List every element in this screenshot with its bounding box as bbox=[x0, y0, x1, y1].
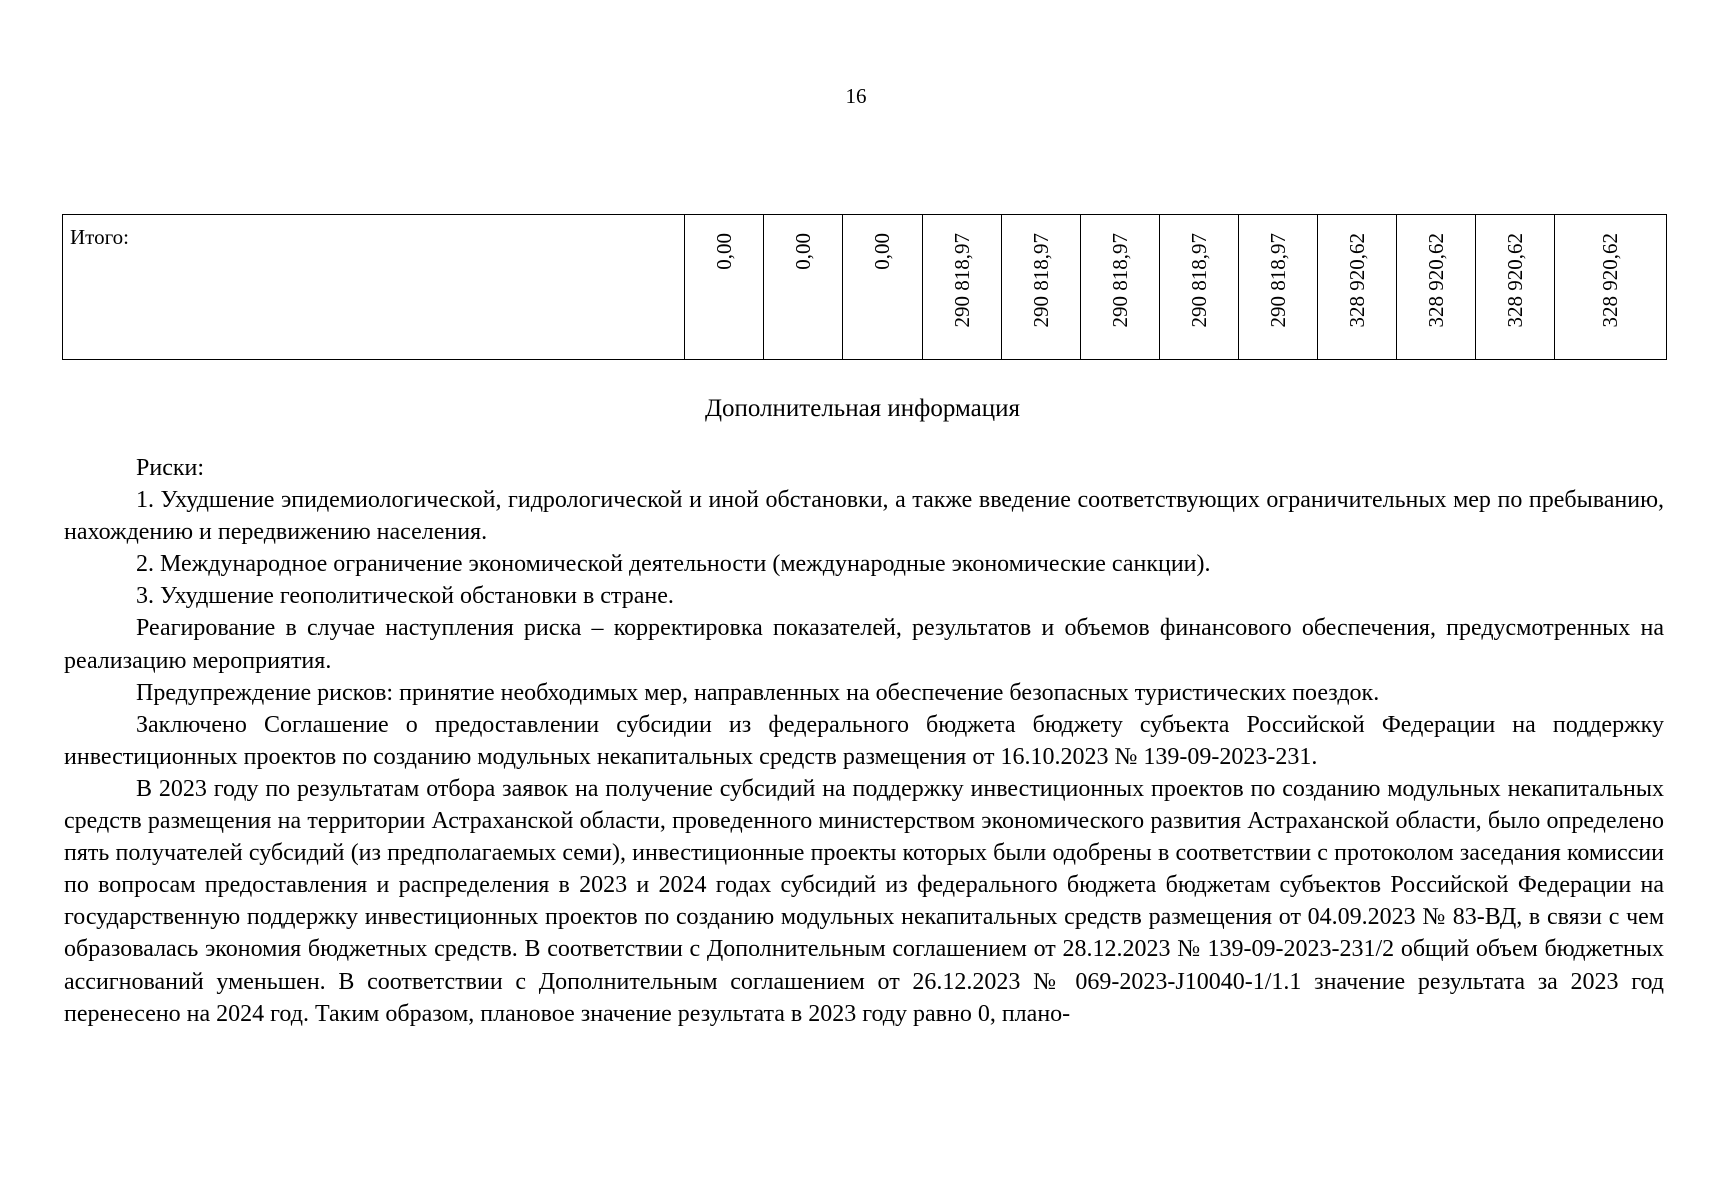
totals-cell-4 bbox=[922, 215, 1001, 360]
risks-heading: Риски: bbox=[136, 455, 205, 481]
totals-value-10: 328 920,62 bbox=[1423, 233, 1448, 328]
totals-cell-5 bbox=[1001, 215, 1080, 360]
agreement-paragraph: Заключено Соглашение о предоставлении субсидии из федерального бюджета бюджету субъекта Российской Федерации на поддержку инвестиционных проектов по созданию модульных некапитальных средств размещения от 16.10.2023 № 139-09-2023-231. bbox=[64, 711, 1664, 770]
totals-value-5: 290 818,97 bbox=[1028, 233, 1053, 328]
totals-value-8: 290 818,97 bbox=[1265, 233, 1290, 328]
section-title: Дополнительная информация bbox=[704, 395, 1021, 422]
totals-label: Итого: bbox=[63, 215, 685, 360]
totals-cell-8 bbox=[1238, 215, 1317, 360]
totals-value-11: 328 920,62 bbox=[1502, 233, 1527, 328]
totals-cell-9 bbox=[1317, 215, 1396, 360]
risk-item-3: 3. Ухудшение геополитической обстановки в стране. bbox=[136, 583, 674, 610]
risk-response-paragraph: Реагирование в случае наступления риска – корректировка показателей, результатов и объемов финансового обеспечения, предусмотренных на реализацию мероприятия. bbox=[64, 615, 1664, 674]
totals-cell-2 bbox=[764, 215, 843, 360]
totals-cell-1 bbox=[685, 215, 764, 360]
totals-value-12: 328 920,62 bbox=[1598, 233, 1623, 328]
totals-cell-6 bbox=[1080, 215, 1159, 360]
totals-cell-3 bbox=[843, 215, 922, 360]
totals-cell-7 bbox=[1159, 215, 1238, 360]
totals-value-3: 0,00 bbox=[870, 233, 895, 270]
risk-item-1: 1. Ухудшение эпидемиологической, гидрологической и иной обстановки, а также введение соответствующих ограничительных мер по пребыванию, нахождению и передвижению населения. bbox=[64, 487, 1664, 546]
totals-cell-10 bbox=[1396, 215, 1475, 360]
totals-cell-11 bbox=[1475, 215, 1554, 360]
risk-item-2: 2. Международное ограничение экономической деятельности (международные экономические санкции). bbox=[136, 551, 1211, 578]
additional-info-body bbox=[64, 452, 1664, 1030]
page-number: 16 bbox=[845, 84, 867, 108]
totals-value-6: 290 818,97 bbox=[1107, 233, 1132, 328]
totals-value-4: 290 818,97 bbox=[949, 233, 974, 328]
selection-results-paragraph: В 2023 году по результатам отбора заявок на получение субсидий на поддержку инвестиционных проектов по созданию модульных некапитальных средств размещения на территории Астраханской области, проведенного министерством экономического развития Астраханской области, было определено пять получателей субсидий (из предполагаемых семи), инвестиционные проекты которых были одобрены в соответствии с протоколом заседания комиссии по вопросам предоставления и распределения в 2023 и 2024 годах субсидий из федерального бюджета бюджетам субъектов Российской Федерации на государственную поддержку инвестиционных проектов по созданию модульных некапитальных средств размещения от 04.09.2023 № 83-ВД, в связи с чем образовалась экономия бюджетных средств. В соответствии с Дополнительным соглашением от 28.12.2023 № 139-09-2023-231/2 общий объем бюджетных ассигнований уменьшен. В соответствии с Дополнительным соглашением от 26.12.2023 № 069-2023-J10040-1/1.1 значение результата за 2023 год перенесено на 2024 год. Таким образом, плановое значение результата в 2023 году равно 0, плано- bbox=[64, 775, 1664, 1027]
risk-prevention-paragraph: Предупреждение рисков: принятие необходимых мер, направленных на обеспечение безопасных туристических поездок. bbox=[136, 679, 1380, 706]
totals-value-1: 0,00 bbox=[712, 233, 737, 270]
totals-cell-12 bbox=[1554, 215, 1666, 360]
totals-value-2: 0,00 bbox=[791, 233, 816, 270]
totals-value-7: 290 818,97 bbox=[1186, 233, 1211, 328]
totals-table bbox=[62, 214, 1667, 360]
totals-row bbox=[63, 215, 1667, 360]
totals-value-9: 328 920,62 bbox=[1344, 233, 1369, 328]
